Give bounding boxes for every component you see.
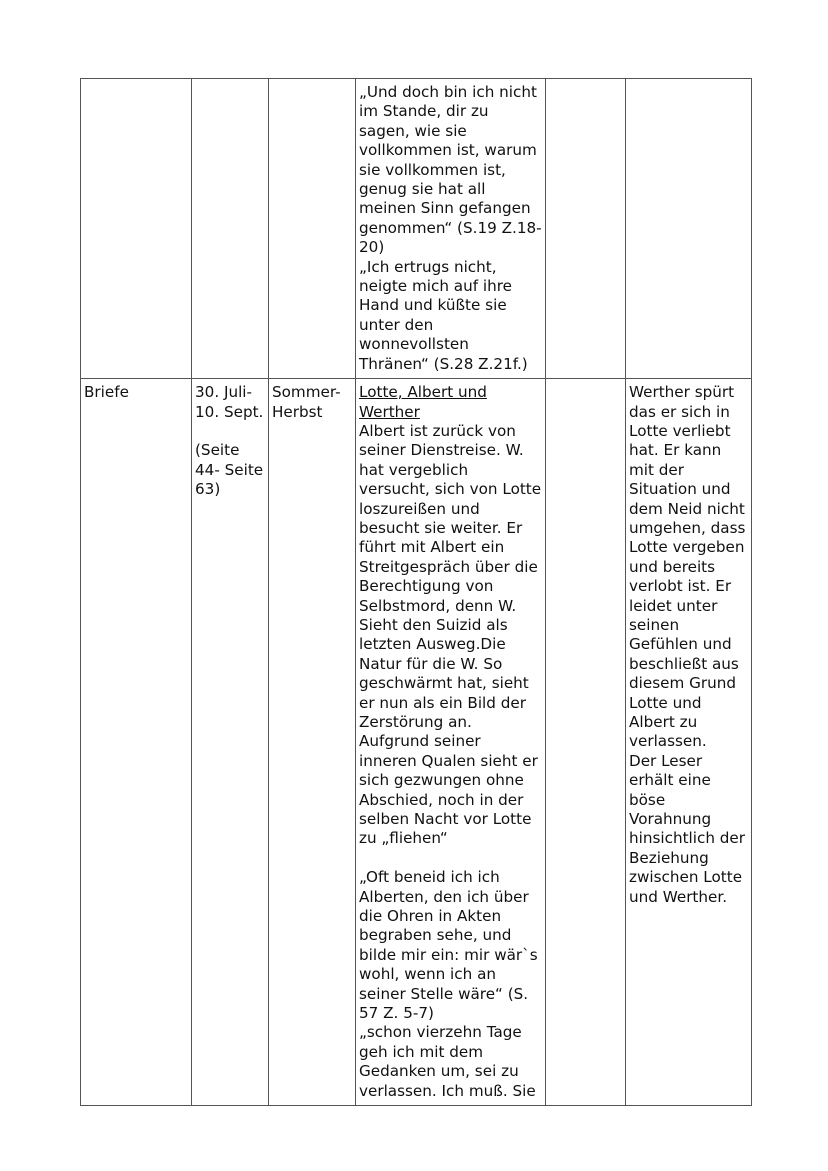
season-label: Sommer-Herbst — [272, 383, 341, 421]
date-range: 30. Juli- 10. Sept. — [195, 383, 264, 421]
quote-text: „Ich ertrugs nicht, neigte mich auf ihre Hand und küßte sie unter den wonnevollsten Thränen“ (S.28 Z.21f.) — [359, 257, 528, 373]
table-cell — [81, 79, 192, 379]
table-cell — [626, 79, 752, 379]
spacer — [359, 849, 542, 868]
table-cell-interpretation — [626, 379, 752, 1106]
table-cell — [546, 379, 626, 1106]
page-range: (Seite 44- Seite 63) — [195, 441, 264, 499]
analysis-table — [80, 78, 752, 1106]
quote-text: „Oft beneid ich ich Alberten, den ich über die Ohren in Akten begraben sehe, und bilde mir ein: mir wär`s wohl, wenn ich an seiner Stelle wäre“ (S. 57 Z. 5-7) — [359, 868, 538, 1023]
table-row — [81, 379, 752, 1106]
table-cell-time — [192, 379, 269, 1106]
table-cell-content — [356, 379, 546, 1106]
spacer — [195, 422, 265, 441]
table-cell — [269, 79, 356, 379]
table-cell-season — [269, 379, 356, 1106]
table-cell-form — [81, 379, 192, 1106]
summary-text: Albert ist zurück von seiner Dienstreise. W. hat vergeblich versucht, sich von Lotte loszureißen und besucht sie weiter. Er führt mit Albert ein Streitgespräch über die Berechtigung von Selbstmord, denn W. Sieht den Suizid als letzten Ausweg.Die Natur für die W. So geschwärmt hat, sieht er nun als ein Bild der Zerstörung an. Aufgrund seiner inneren Qualen sieht er sich gezwungen ohne Abschied, noch in der selben Nacht vor Lotte zu „fliehen“ — [359, 421, 542, 848]
table-cell — [192, 79, 269, 379]
table-cell-content — [356, 79, 546, 379]
interpretation-text: Der Leser erhält eine böse Vorahnung hinsichtlich der Beziehung zwischen Lotte und Werther. — [629, 751, 746, 906]
quote-text: „schon vierzehn Tage geh ich mit dem Gedanken um, sei zu verlassen. Ich muß. Sie — [359, 1023, 536, 1100]
section-heading: Lotte, Albert und Werther — [359, 383, 487, 421]
interpretation-text: Werther spürt das er sich in Lotte verliebt hat. Er kann mit der Situation und dem Neid nicht umgehen, dass Lotte vergeben und bereits verlobt ist. Er leidet unter seinen Gefühlen und beschließt aus diesem Grund Lotte und Albert zu verlassen. — [629, 383, 746, 751]
quote-text: „Und doch bin ich nicht im Stande, dir zu sagen, wie sie vollkommen ist, warum sie vollkommen ist, genug sie hat all meinen Sinn gefangen genommen“ (S.19 Z.18-20) — [359, 83, 542, 257]
table-row — [81, 79, 752, 379]
form-label: Briefe — [84, 383, 129, 402]
table-cell — [546, 79, 626, 379]
